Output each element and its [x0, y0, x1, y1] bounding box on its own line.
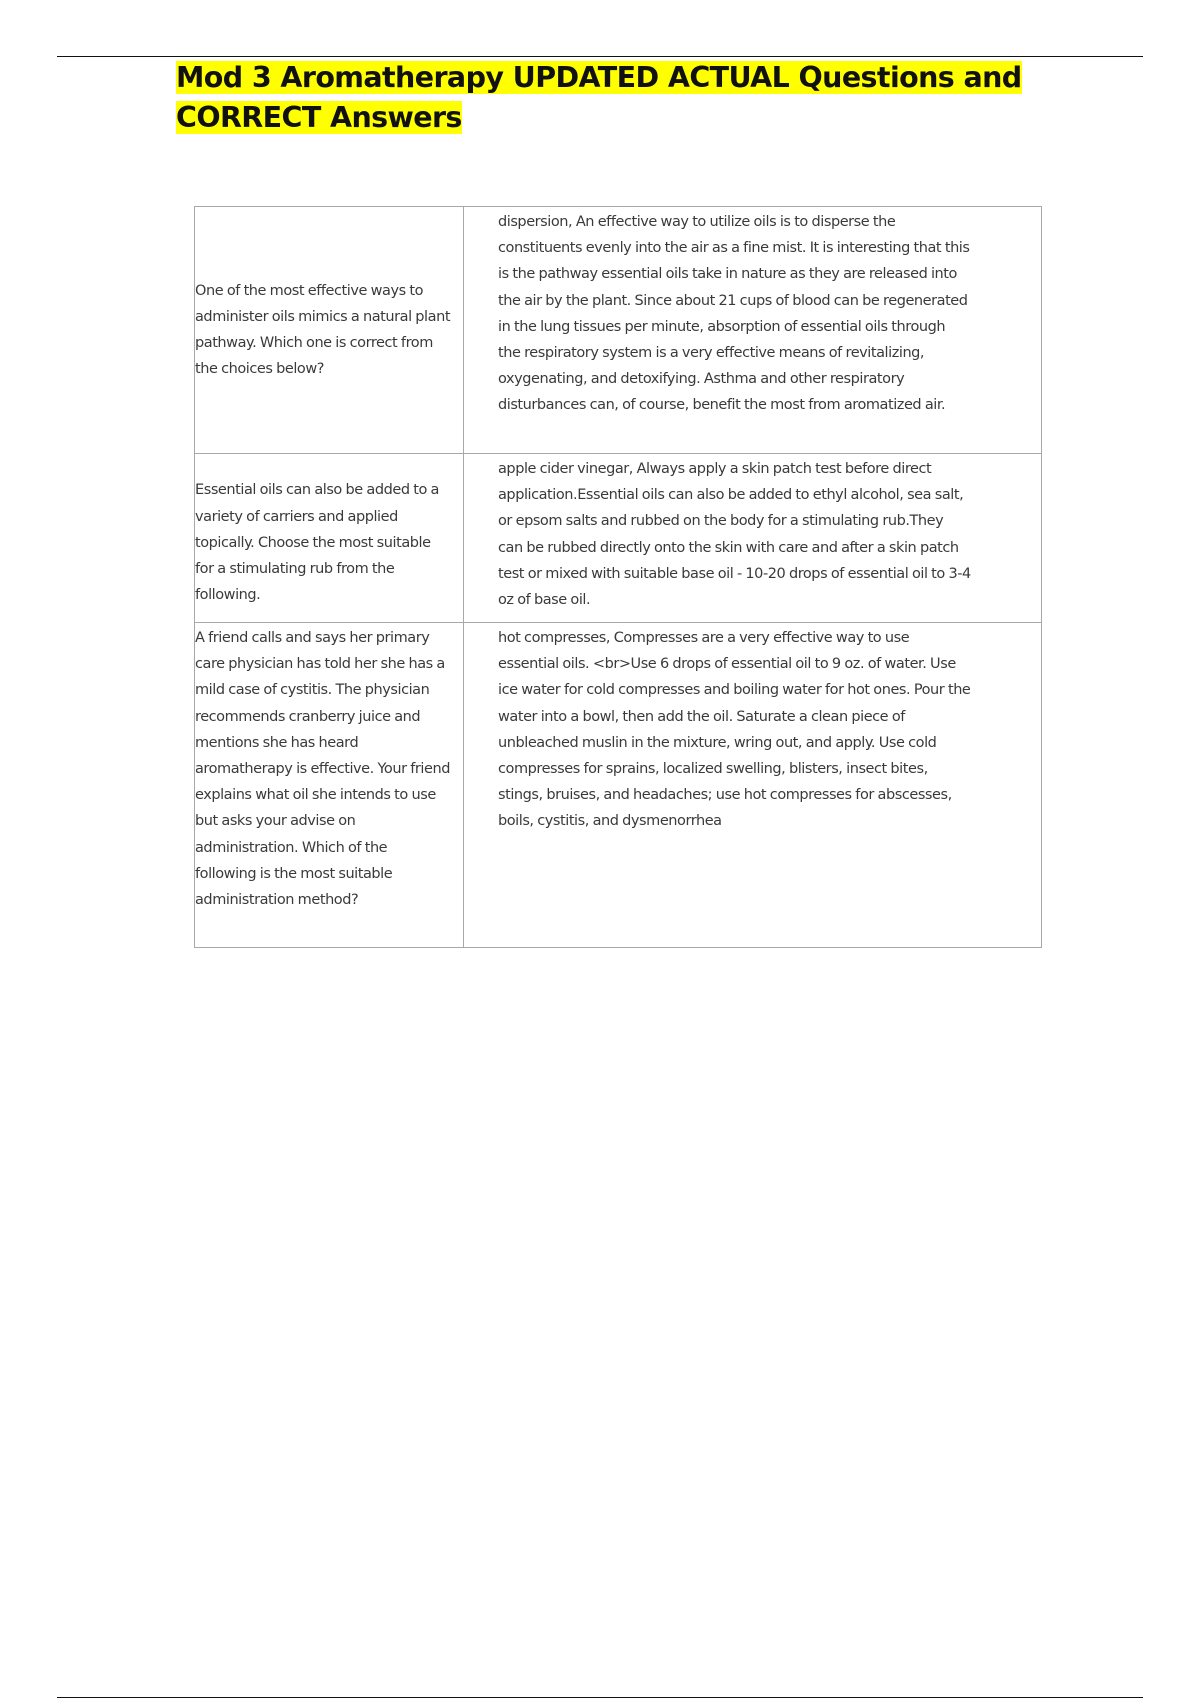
question-cell: Essential oils can also be added to a variety of carriers and applied topically. Choose the most suitable for a stimulating rub from the following.: [195, 454, 464, 623]
question-cell: A friend calls and says her primary care physician has told her she has a mild case of cystitis. The physician recommends cranberry juice and mentions she has heard aromatherapy is effective. Your friend explains what oil she intends to use but asks your advise on administration. Which of the following is the most suitable administration method?: [195, 623, 464, 948]
document-title: [176, 58, 1056, 138]
answer-cell: apple cider vinegar, Always apply a skin patch test before direct application.Essential oils can also be added to ethyl alcohol, sea salt, or epsom salts and rubbed on the body for a stimulating rub.They can be rubbed directly onto the skin with care and after a skin patch test or mixed with suitable base oil - 10-20 drops of essential oil to 3-4 oz of base oil.: [464, 454, 1042, 623]
qa-row: [195, 454, 1042, 623]
qa-row: [195, 623, 1042, 948]
answer-cell: dispersion, An effective way to utilize oils is to disperse the constituents evenly into the air as a fine mist. It is interesting that this is the pathway essential oils take in nature as they are released into the air by the plant. Since about 21 cups of blood can be regenerated in the lung tissues per minute, absorption of essential oils through the respiratory system is a very effective means of revitalizing, oxygenating, and detoxifying. Asthma and other respiratory disturbances can, of course, benefit the most from aromatized air.: [464, 207, 1042, 454]
question-cell: One of the most effective ways to administer oils mimics a natural plant pathway. Which one is correct from the choices below?: [195, 207, 464, 454]
footer-rule: [57, 1697, 1143, 1698]
qa-table: [194, 206, 1042, 948]
document-title-text: Mod 3 Aromatherapy UPDATED ACTUAL Questions and CORRECT Answers: [176, 61, 1022, 134]
answer-cell: hot compresses, Compresses are a very effective way to use essential oils. <br>Use 6 drops of essential oil to 9 oz. of water. Use ice water for cold compresses and boiling water for hot ones. Pour the water into a bowl, then add the oil. Saturate a clean piece of unbleached muslin in the mixture, wring out, and apply. Use cold compresses for sprains, localized swelling, blisters, insect bites, stings, bruises, and headaches; use hot compresses for abscesses, boils, cystitis, and dysmenorrhea: [464, 623, 1042, 948]
header-rule: [57, 56, 1143, 57]
qa-row: [195, 207, 1042, 454]
